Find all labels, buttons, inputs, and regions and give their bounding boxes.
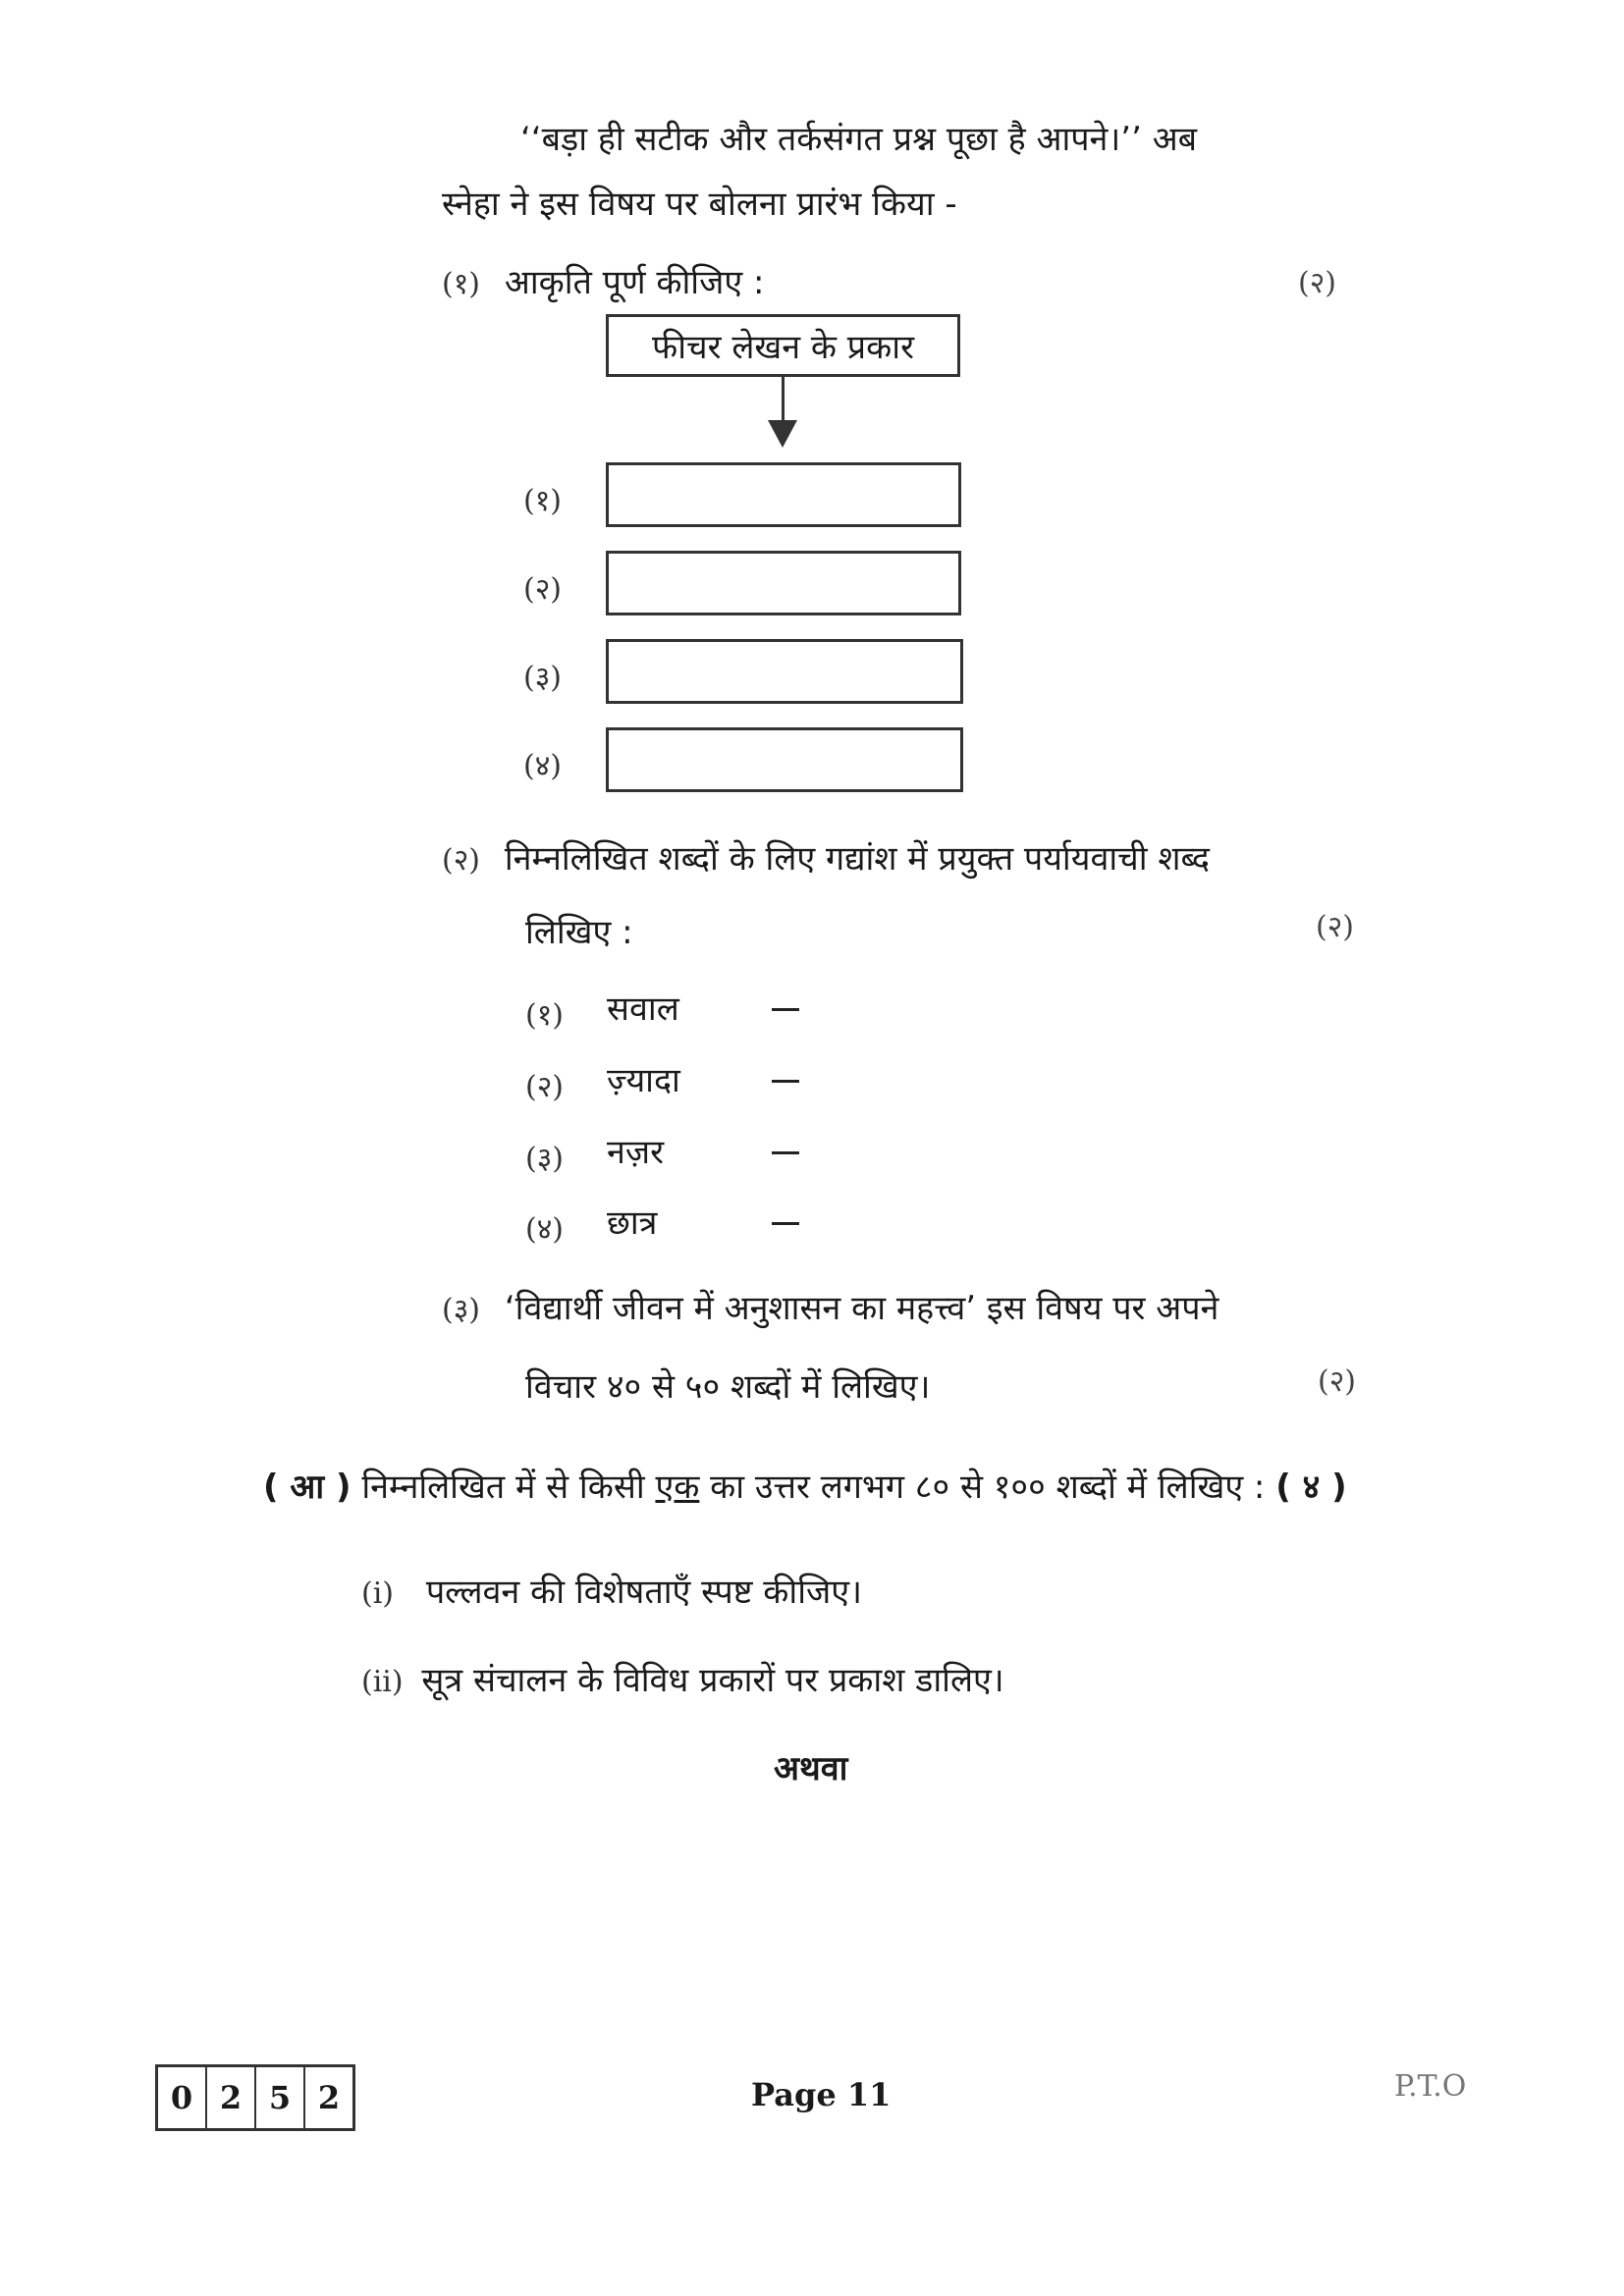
passage-line-1: ‘‘बड़ा ही सटीक और तर्कसंगत प्रश्न पूछा है आपने।’’ अब (520, 120, 1198, 159)
passage-line-2: स्नेहा ने इस विषय पर बोलना प्रारंभ किया - (442, 185, 957, 224)
q1-text: आकृति पूर्ण कीजिए : (504, 263, 765, 302)
arrow-down-icon (768, 420, 797, 448)
code-digit-1: 0 (158, 2067, 207, 2128)
q2-heading (442, 839, 1210, 881)
slot-label-4: (४) (523, 749, 563, 783)
q2-item-word-2: ज़्यादा (607, 1061, 680, 1100)
q2-line-1: निम्नलिखित शब्दों के लिए गद्यांश में प्रयुक्त पर्यायवाची शब्द (504, 839, 1210, 879)
slot-label-3: (३) (523, 661, 563, 695)
q2-item-label-2: (२) (525, 1070, 565, 1104)
option-ii-text: सूत्र संचालन के विविध प्रकारों पर प्रकाश डालिए। (421, 1661, 1004, 1700)
option-i-text: पल्लवन की विशेषताएँ स्पष्ट कीजिए। (425, 1573, 862, 1612)
diagram-title: फीचर लेखन के प्रकार (652, 328, 914, 367)
q2-marks: (२) (1316, 910, 1355, 944)
arrow-line (782, 377, 785, 422)
code-digit-4: 2 (317, 2079, 341, 2116)
page-number: Page 11 (751, 2076, 892, 2113)
section-aa-heading (263, 1468, 1347, 1507)
q1-marks: (२) (1298, 266, 1337, 300)
q2-item-word-1: सवाल (607, 989, 679, 1029)
answer-box-4[interactable] (606, 727, 963, 792)
answer-dash-1[interactable] (772, 1008, 799, 1011)
answer-box-3[interactable] (606, 639, 963, 704)
section-aa-marks: ( ४ ) (1275, 1468, 1347, 1507)
q3-line-2: विचार ४० से ५० शब्दों में लिखिए। (525, 1367, 931, 1407)
answer-box-1[interactable] (606, 462, 961, 527)
q2-item-label-1: (१) (525, 998, 565, 1033)
q2-item-word-4: छात्र (607, 1203, 658, 1243)
section-aa-text-after: का उत्तर लगभग ८० से १०० शब्दों में लिखिए : (710, 1468, 1266, 1507)
q1-number: (१) (442, 267, 481, 301)
answer-dash-2[interactable] (772, 1080, 799, 1083)
q3-marks: (२) (1318, 1364, 1357, 1399)
slot-label-2: (२) (523, 572, 563, 607)
section-aa-text-before: निम्नलिखित में से किसी (361, 1468, 645, 1507)
slot-label-1: (१) (523, 484, 563, 518)
q3-line-1: ‘विद्यार्थी जीवन में अनुशासन का महत्त्व’ इस विषय पर अपने (504, 1289, 1219, 1328)
pto-label: P.T.O (1394, 2069, 1467, 2104)
answer-dash-3[interactable] (772, 1151, 799, 1154)
option-i (361, 1573, 862, 1614)
answer-box-2[interactable] (606, 551, 961, 615)
code-digit-2: 2 (207, 2067, 256, 2128)
q1-heading (442, 263, 764, 304)
q3-heading (442, 1289, 1218, 1330)
option-ii-label: (ii) (361, 1665, 404, 1699)
subject-code-box (155, 2064, 355, 2131)
q2-item-label-3: (३) (525, 1142, 565, 1176)
section-aa-underlined: एक (655, 1468, 700, 1507)
section-aa-label: ( आ ) (263, 1468, 352, 1507)
q2-item-label-4: (४) (525, 1212, 565, 1247)
q2-line-2: लिखिए : (525, 913, 633, 952)
option-i-label: (i) (361, 1576, 395, 1611)
or-label: अथवा (774, 1749, 848, 1789)
option-ii (361, 1661, 1004, 1702)
q3-number: (३) (442, 1293, 481, 1327)
q2-number: (२) (442, 843, 481, 878)
answer-dash-4[interactable] (772, 1222, 799, 1225)
q2-item-word-3: नज़र (607, 1133, 665, 1172)
code-digit-3: 5 (256, 2067, 305, 2128)
diagram-title-box (606, 314, 960, 377)
